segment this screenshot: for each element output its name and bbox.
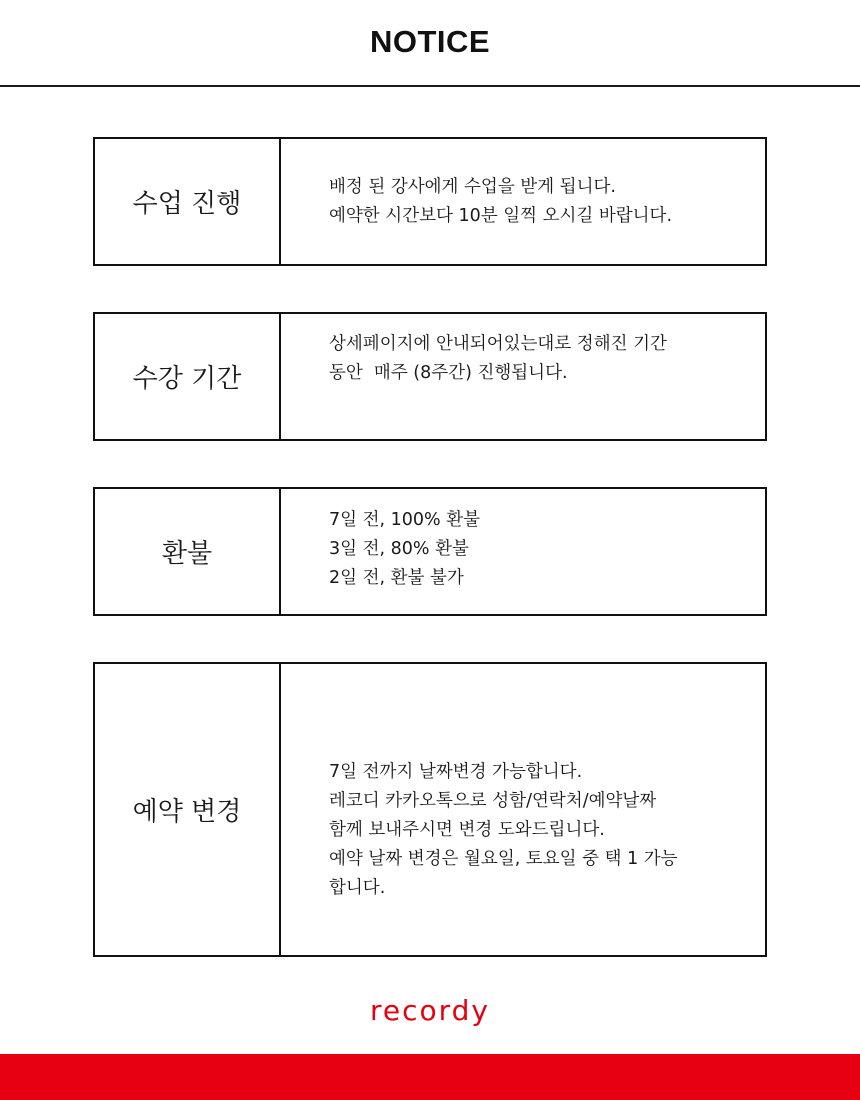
notice-label: 수강 기간 — [95, 314, 281, 439]
notice-label: 예약 변경 — [95, 664, 281, 955]
page-header — [0, 0, 860, 87]
notice-line: 함께 보내주시면 변경 도와드립니다. — [329, 820, 605, 840]
recordy-logo: recordy — [369, 994, 490, 1027]
notice-line: 레코디 카카오톡으로 성함/연락처/예약날짜 — [329, 791, 657, 811]
notice-line: 2일 전, 환불 불가 — [329, 568, 464, 588]
notice-line: 7일 전까지 날짜변경 가능합니다. — [329, 762, 583, 782]
notice-line: 배정 된 강사에게 수업을 받게 됩니다. — [329, 177, 616, 197]
notice-class-progress — [93, 137, 767, 266]
notice-line: 예약한 시간보다 10분 일찍 오시길 바랍니다. — [329, 206, 673, 226]
notice-line: 동안 매주 (8주간) 진행됩니다. — [329, 363, 568, 383]
notice-content — [281, 139, 765, 264]
notice-reservation-change — [93, 662, 767, 957]
notice-line: 예약 날짜 변경은 월요일, 토요일 중 택 1 가능 — [329, 849, 678, 869]
notice-line: 3일 전, 80% 환불 — [329, 539, 469, 559]
notice-line: 상세페이지에 안내되어있는대로 정해진 기간 — [329, 334, 667, 354]
notice-label: 수업 진행 — [95, 139, 281, 264]
notice-label: 환불 — [95, 489, 281, 614]
notice-course-period — [93, 312, 767, 441]
page-title: NOTICE — [369, 24, 491, 59]
notice-content — [281, 489, 765, 614]
footer-bar — [0, 1054, 860, 1100]
notice-line: 7일 전, 100% 환불 — [329, 510, 481, 530]
notice-content — [281, 664, 765, 955]
notice-line: 합니다. — [329, 878, 386, 898]
notice-content — [281, 314, 765, 439]
notice-refund — [93, 487, 767, 616]
